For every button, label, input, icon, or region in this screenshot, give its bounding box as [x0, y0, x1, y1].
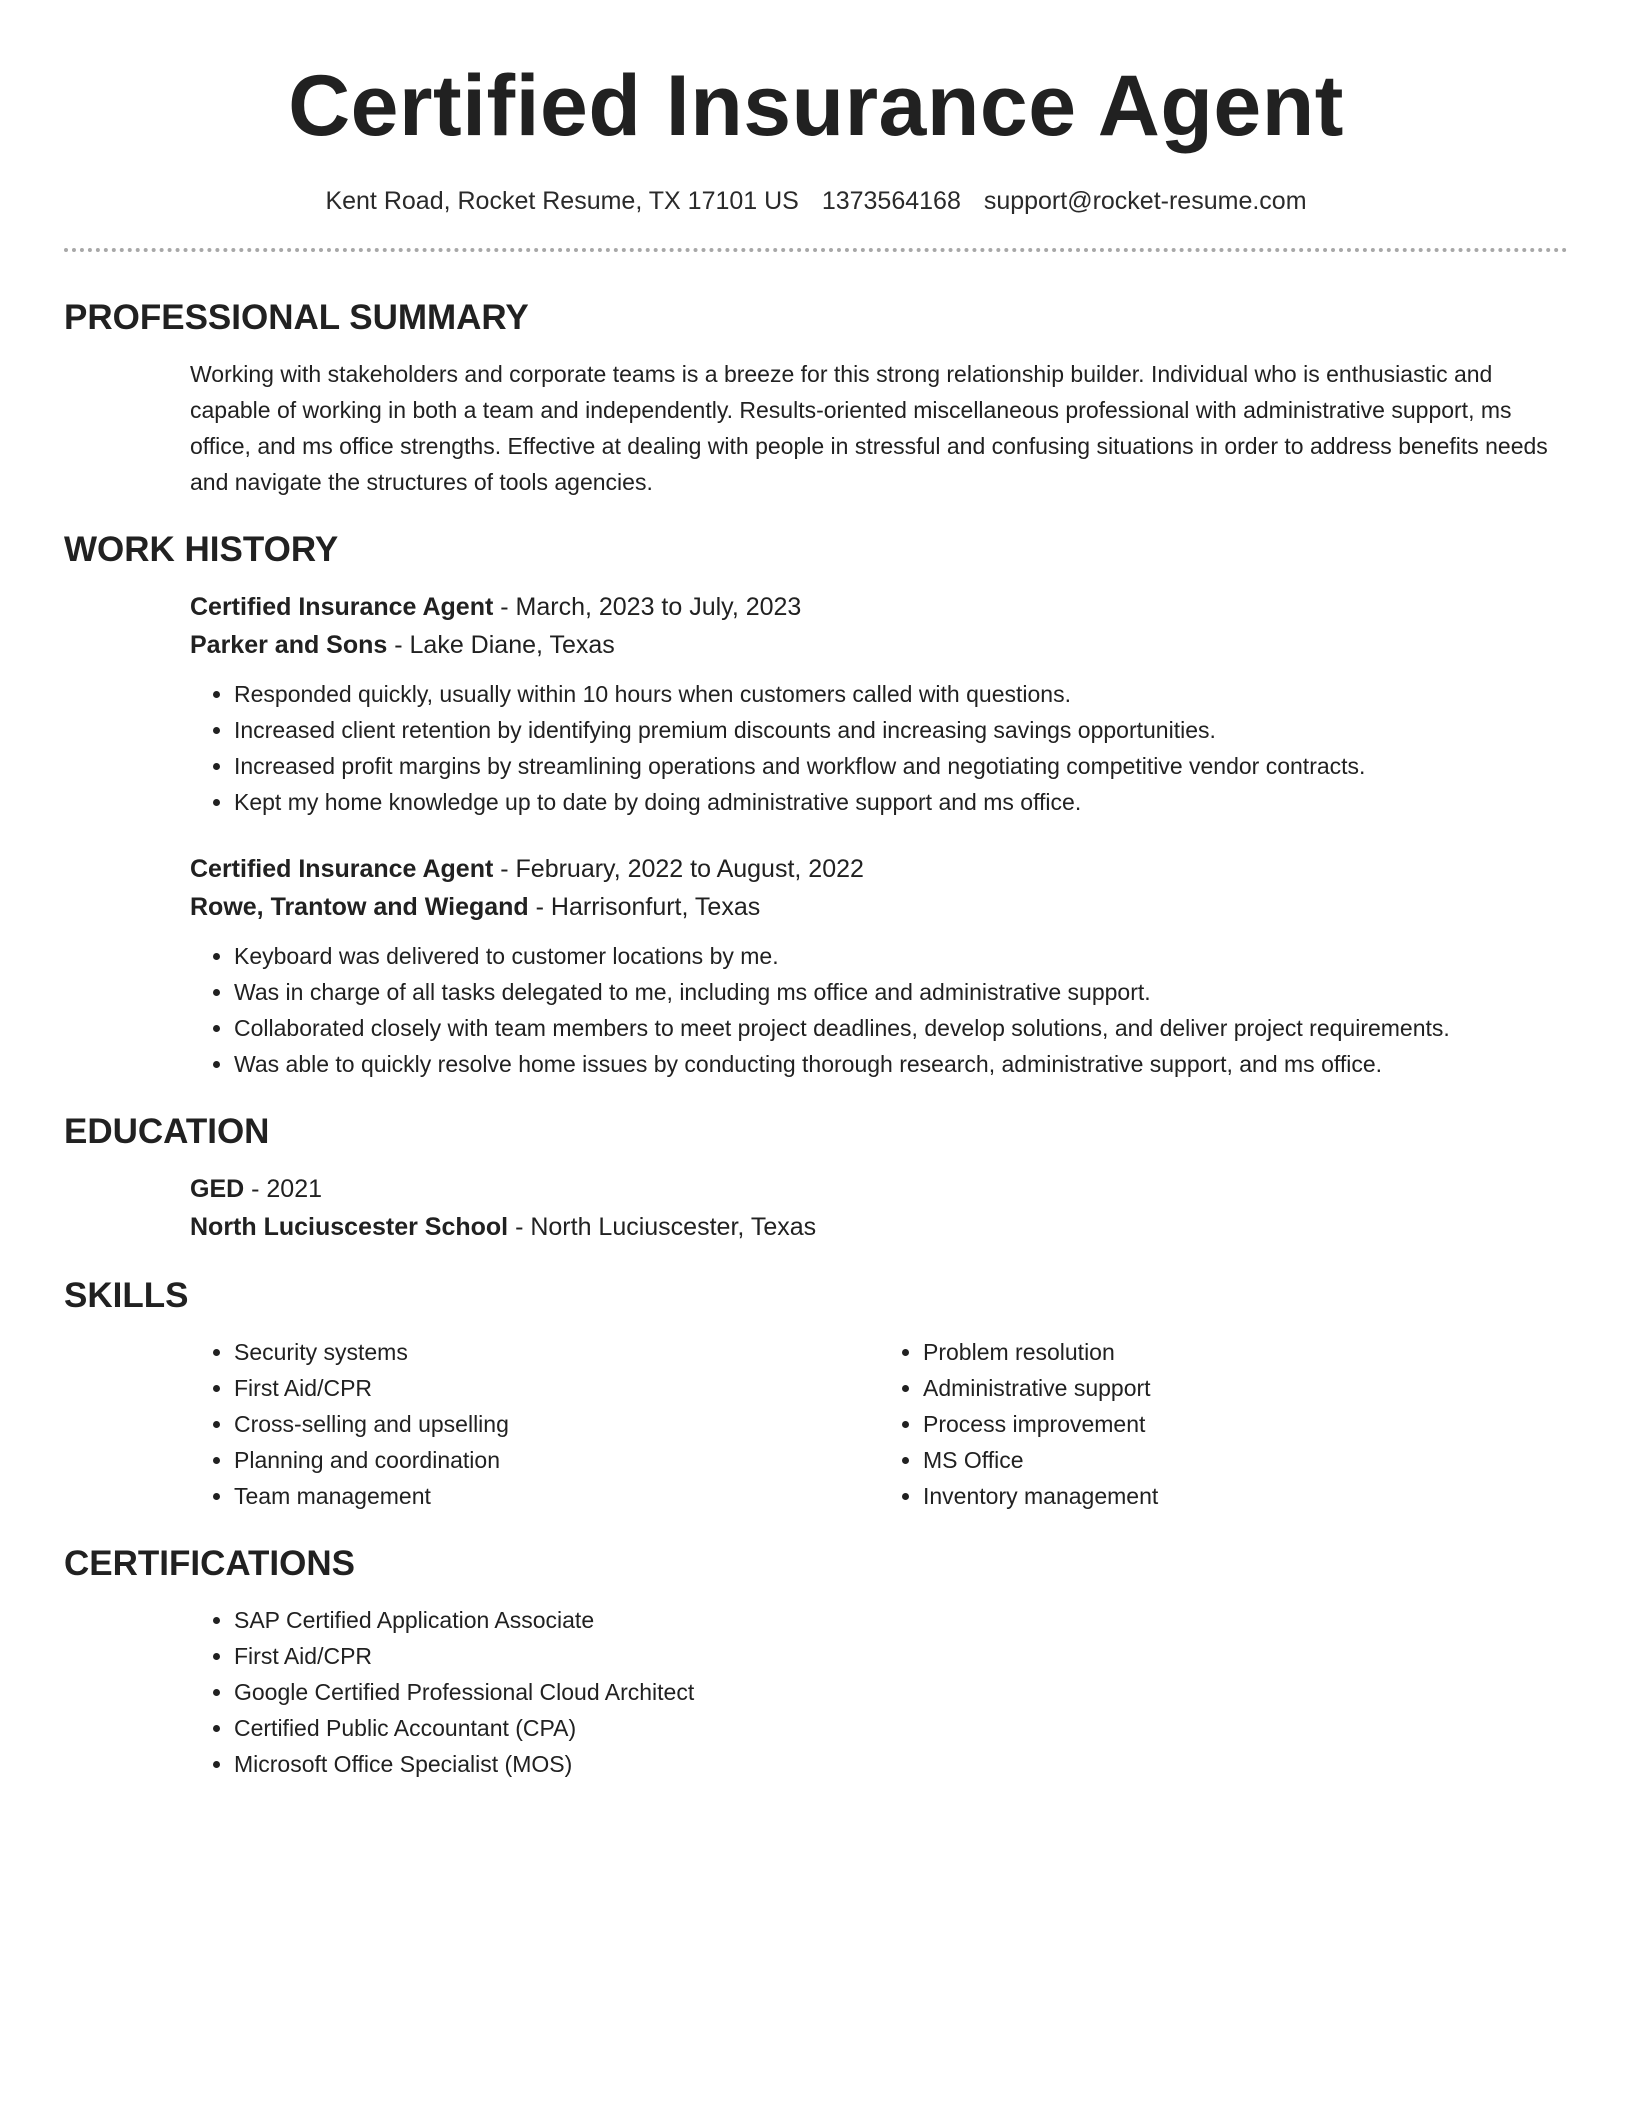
job-company-line [190, 626, 1568, 664]
list-item: • Keyboard was delivered to customer locations by me. [234, 938, 1568, 974]
skills-column-right [879, 1334, 1568, 1514]
job-role-line [190, 850, 1568, 888]
list-item: • Certified Public Accountant (CPA) [234, 1710, 1568, 1746]
list-item: • Security systems [234, 1334, 879, 1370]
contact-email: support@rocket-resume.com [983, 187, 1307, 215]
skills-section [64, 1274, 1568, 1514]
school-location: - North Luciuscester, Texas [508, 1213, 817, 1241]
job-company-line [190, 888, 1568, 926]
list-item: • MS Office [923, 1442, 1568, 1478]
list-item: • Team management [234, 1478, 879, 1514]
job-dates: - February, 2022 to August, 2022 [493, 855, 864, 883]
resume-name: Certified Insurance Agent [288, 58, 1344, 154]
work-history-title: WORK HISTORY [64, 530, 339, 569]
resume-header [64, 0, 1568, 218]
list-item: • Was able to quickly resolve home issues by conducting thorough research, administrative support, and ms office. [234, 1046, 1568, 1082]
work-history-section [64, 528, 1568, 1082]
list-item: • Increased client retention by identifying premium discounts and increasing savings opportunities. [234, 712, 1568, 748]
education-title: EDUCATION [64, 1112, 270, 1151]
list-item: • Problem resolution [923, 1334, 1568, 1370]
list-item: • Inventory management [923, 1478, 1568, 1514]
job-bullets [190, 938, 1568, 1082]
job-location: - Harrisonfurt, Texas [528, 893, 761, 921]
list-item: • Increased profit margins by streamlining operations and workflow and negotiating competitive vendor contracts. [234, 748, 1568, 784]
job-company: Rowe, Trantow and Wiegand [190, 893, 529, 921]
job-location: - Lake Diane, Texas [387, 631, 615, 659]
education-section [64, 1110, 1568, 1246]
summary-section [64, 296, 1568, 500]
job-entry [190, 588, 1568, 820]
degree-year: - 2021 [244, 1175, 323, 1203]
list-item: • Kept my home knowledge up to date by doing administrative support and ms office. [234, 784, 1568, 820]
list-item: • Collaborated closely with team members to meet project deadlines, develop solutions, and deliver project requirements. [234, 1010, 1568, 1046]
skills-grid [190, 1334, 1568, 1514]
contact-phone: 1373564168 [821, 187, 961, 215]
job-company: Parker and Sons [190, 631, 388, 659]
skills-title: SKILLS [64, 1276, 189, 1315]
list-item: • Planning and coordination [234, 1442, 879, 1478]
header-divider [64, 248, 1568, 252]
list-item: • Cross-selling and upselling [234, 1406, 879, 1442]
certifications-list [190, 1602, 1568, 1782]
job-role: Certified Insurance Agent [190, 593, 494, 621]
list-item: • Responded quickly, usually within 10 hours when customers called with questions. [234, 676, 1568, 712]
summary-text: Working with stakeholders and corporate teams is a breeze for this strong relationship builder. Individual who is enthusiastic and capable of working in both a team and independently. Results-oriented miscellaneous professional with administrative support, ms office, and ms office strengths. Effective at dealing with people in stressful and confusing situations in order to address benefits needs and navigate the structures of tools agencies. [190, 361, 1548, 495]
school-name: North Luciuscester School [190, 1213, 509, 1241]
degree-line [190, 1170, 1568, 1208]
certifications-section [64, 1542, 1568, 1782]
degree: GED [190, 1175, 245, 1203]
list-item: • Process improvement [923, 1406, 1568, 1442]
skills-column-left [190, 1334, 879, 1514]
list-item: • Was in charge of all tasks delegated to me, including ms office and administrative support. [234, 974, 1568, 1010]
list-item: • SAP Certified Application Associate [234, 1602, 1568, 1638]
contact-address: Kent Road, Rocket Resume, TX 17101 US [325, 187, 799, 215]
summary-title: PROFESSIONAL SUMMARY [64, 298, 529, 337]
job-dates: - March, 2023 to July, 2023 [493, 593, 802, 621]
contact-line [64, 184, 1568, 218]
list-item: • Microsoft Office Specialist (MOS) [234, 1746, 1568, 1782]
list-item: • Google Certified Professional Cloud Architect [234, 1674, 1568, 1710]
school-line [190, 1208, 1568, 1246]
job-bullets [190, 676, 1568, 820]
job-role-line [190, 588, 1568, 626]
job-role: Certified Insurance Agent [190, 855, 494, 883]
list-item: • Administrative support [923, 1370, 1568, 1406]
certifications-title: CERTIFICATIONS [64, 1544, 356, 1583]
list-item: • First Aid/CPR [234, 1638, 1568, 1674]
list-item: • First Aid/CPR [234, 1370, 879, 1406]
job-entry [190, 850, 1568, 1082]
